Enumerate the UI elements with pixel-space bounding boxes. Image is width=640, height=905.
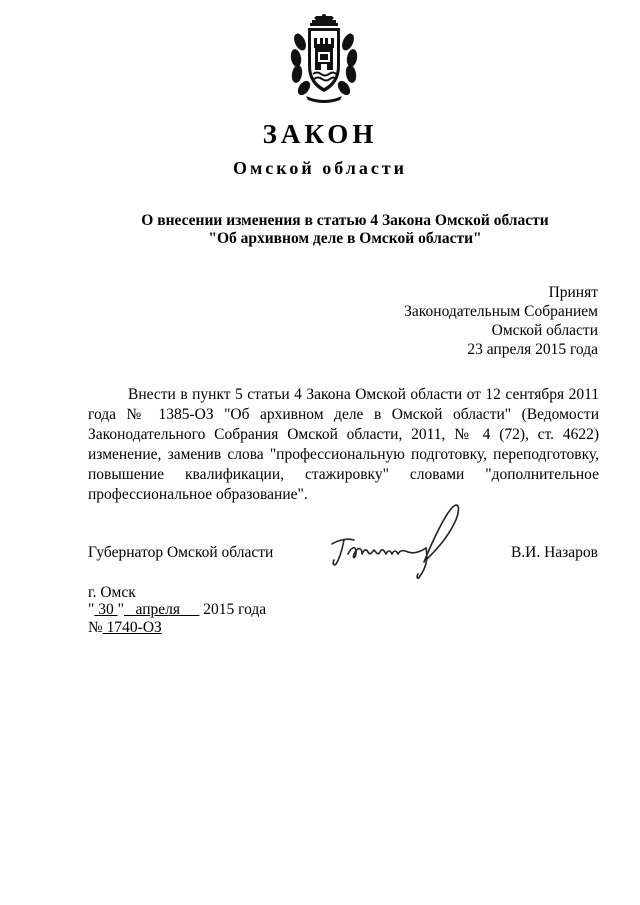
document-type-heading: ЗАКОН [262, 119, 378, 149]
law-title [0, 212, 640, 248]
adoption-line-2: Законодательным Собранием [404, 303, 598, 320]
adoption-line-3: Омской области [491, 322, 598, 339]
number-sign: № [88, 619, 103, 636]
date-month: апреля [123, 601, 200, 618]
signer-name: В.И. Назаров [510, 544, 598, 561]
date-day: 30 [94, 601, 118, 618]
adoption-block [404, 283, 598, 359]
signing-date [88, 600, 266, 619]
coat-of-arms-icon [290, 14, 358, 104]
adoption-date: 23 апреля 2015 года [467, 341, 598, 358]
law-number [88, 618, 162, 637]
number-value: 1740-ОЗ [102, 619, 162, 636]
date-quote-open: " [88, 601, 95, 618]
adoption-line-1: Принят [548, 284, 598, 301]
signer-title: Губернатор Омской области [88, 544, 274, 561]
law-title-line-2: "Об архивном деле в Омской области" [208, 230, 482, 247]
place-of-signing: г. Омск [88, 584, 136, 601]
handwritten-signature-icon [328, 502, 468, 584]
region-heading: Омской области [232, 158, 408, 178]
date-year: 2015 года [199, 601, 267, 618]
date-quote-close: " [117, 601, 124, 618]
law-body-text: Внести в пункт 5 статьи 4 Закона Омской области от 12 сентября 2011 года № 1385-ОЗ "Об архивном деле в Омской области" (Ведомости Законодательного Собрания Омской области, 2011, № 4 (72), ст. 4622) изменение, заменив слова "профессиональную подготовку, переподготовку, повышение квалификации, стажировку" словами "дополнительное профессиональное образование". [88, 386, 599, 503]
law-title-line-1: О внесении изменения в статью 4 Закона Омской области [141, 212, 549, 229]
